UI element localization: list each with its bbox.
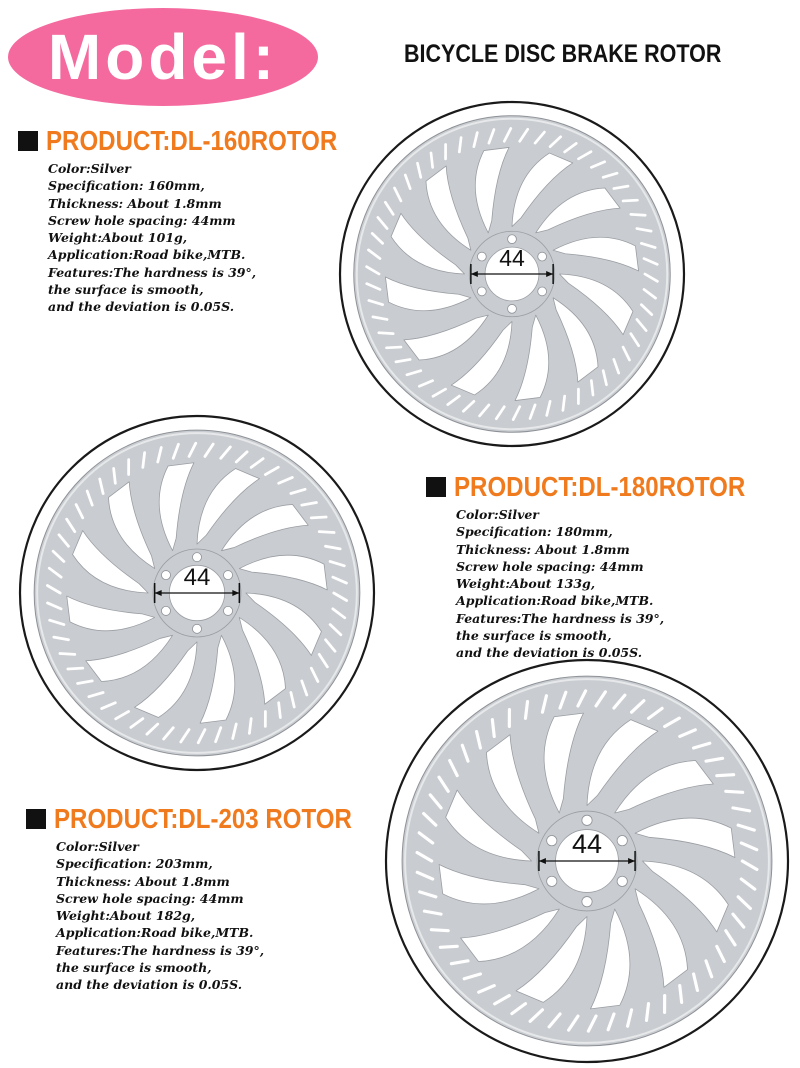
- spec-line: Features:The hardness is 39°,: [48, 264, 257, 280]
- product-title: PRODUCT:DL-203 ROTOR: [54, 803, 352, 834]
- dimension-label: 44: [571, 829, 603, 859]
- spec-line: Weight:About 101g,: [48, 230, 188, 246]
- bolt-hole: [508, 235, 517, 244]
- vent-slot: [623, 200, 637, 201]
- vent-slot: [525, 702, 527, 719]
- dimension-label: 44: [183, 564, 211, 591]
- vent-slot: [249, 719, 251, 734]
- bullet-square-icon: [426, 477, 446, 497]
- model-badge: [8, 8, 318, 106]
- spec-list: [48, 160, 385, 316]
- spec-line: Color:Silver: [456, 507, 539, 522]
- spec-line: Features:The hardness is 39°,: [56, 942, 265, 958]
- spec-line: Screw hole spacing: 44mm: [456, 558, 644, 574]
- vent-slot: [387, 347, 401, 348]
- vent-slot: [279, 703, 281, 718]
- spec-line: Weight:About 182g,: [56, 908, 196, 924]
- spec-line: Specification: 160mm,: [48, 178, 205, 194]
- spec-line: Specification: 180mm,: [456, 524, 613, 540]
- vent-slot: [726, 791, 743, 792]
- spec-line: Weight:About 133g,: [456, 576, 596, 592]
- spec-line: Application:Road bike,MTB.: [48, 247, 246, 263]
- bullet-square-icon: [26, 809, 46, 829]
- spec-line: and the deviation is 0.05S.: [56, 977, 243, 993]
- product-heading: [426, 470, 793, 504]
- spec-line: the surface is smooth,: [456, 628, 612, 644]
- bolt-hole: [161, 606, 170, 615]
- bolt-hole: [192, 553, 201, 562]
- spec-list: [56, 838, 400, 994]
- spec-line: the surface is smooth,: [48, 282, 204, 298]
- spec-line: Screw hole spacing: 44mm: [56, 890, 244, 906]
- spec-line: Screw hole spacing: 44mm: [48, 212, 236, 228]
- bolt-hole: [224, 571, 233, 580]
- product-heading: [26, 802, 400, 836]
- vent-slot: [431, 153, 433, 167]
- bolt-hole: [582, 897, 592, 907]
- bullet-square-icon: [18, 131, 38, 151]
- bolt-hole: [547, 876, 557, 886]
- product-dl-160: [18, 124, 385, 316]
- spec-line: Color:Silver: [48, 161, 131, 176]
- vent-slot: [379, 333, 393, 334]
- vent-slot: [717, 775, 734, 776]
- product-heading: [18, 124, 385, 158]
- vent-slot: [459, 138, 461, 152]
- product-title: PRODUCT:DL-160ROTOR: [46, 125, 338, 156]
- bolt-hole: [547, 836, 557, 846]
- bolt-hole: [508, 304, 517, 313]
- spec-line: and the deviation is 0.05S.: [456, 645, 643, 661]
- spec-line: the surface is smooth,: [56, 960, 212, 976]
- vent-slot: [319, 532, 334, 533]
- spec-line: Thickness: About 1.8mm: [456, 541, 630, 557]
- spec-line: Specification: 203mm,: [56, 856, 213, 872]
- model-badge-label: Model:: [47, 21, 279, 93]
- vent-slot: [492, 720, 494, 737]
- vent-slot: [631, 214, 645, 215]
- vent-slot: [680, 986, 682, 1003]
- bolt-hole: [617, 876, 627, 886]
- spec-line: Application:Road bike,MTB.: [56, 925, 254, 941]
- vent-slot: [68, 668, 83, 669]
- bolt-hole: [477, 252, 486, 261]
- page-title: BICYCLE DISC BRAKE ROTOR: [404, 40, 722, 68]
- vent-slot: [646, 1004, 648, 1021]
- product-title: PRODUCT:DL-180ROTOR: [454, 471, 746, 502]
- bolt-hole: [538, 287, 547, 296]
- rotor-160-image: [336, 98, 688, 450]
- vent-slot: [143, 453, 145, 468]
- bolt-hole: [161, 571, 170, 580]
- spec-line: Thickness: About 1.8mm: [56, 873, 230, 889]
- vent-slot: [431, 930, 448, 931]
- bolt-hole: [617, 836, 627, 846]
- vent-slot: [114, 469, 116, 484]
- bolt-hole: [538, 252, 547, 261]
- vent-slot: [311, 517, 326, 518]
- vent-slot: [440, 946, 457, 947]
- spec-line: Thickness: About 1.8mm: [48, 195, 222, 211]
- spec-line: Features:The hardness is 39°,: [456, 610, 665, 626]
- spec-line: and the deviation is 0.05S.: [48, 299, 235, 315]
- spec-line: Color:Silver: [56, 839, 139, 854]
- dimension-label: 44: [499, 245, 525, 271]
- product-dl-180: [426, 470, 793, 662]
- bolt-hole: [224, 606, 233, 615]
- bolt-hole: [477, 287, 486, 296]
- bolt-hole: [582, 815, 592, 825]
- rotor-180-image: [16, 412, 378, 774]
- vent-slot: [60, 653, 75, 654]
- rotor-203-image: [382, 656, 792, 1066]
- spec-line: Application:Road bike,MTB.: [456, 593, 654, 609]
- bolt-hole: [192, 624, 201, 633]
- vent-slot: [563, 396, 565, 410]
- product-dl-203: [26, 802, 400, 994]
- vent-slot: [591, 381, 593, 395]
- spec-list: [456, 506, 793, 662]
